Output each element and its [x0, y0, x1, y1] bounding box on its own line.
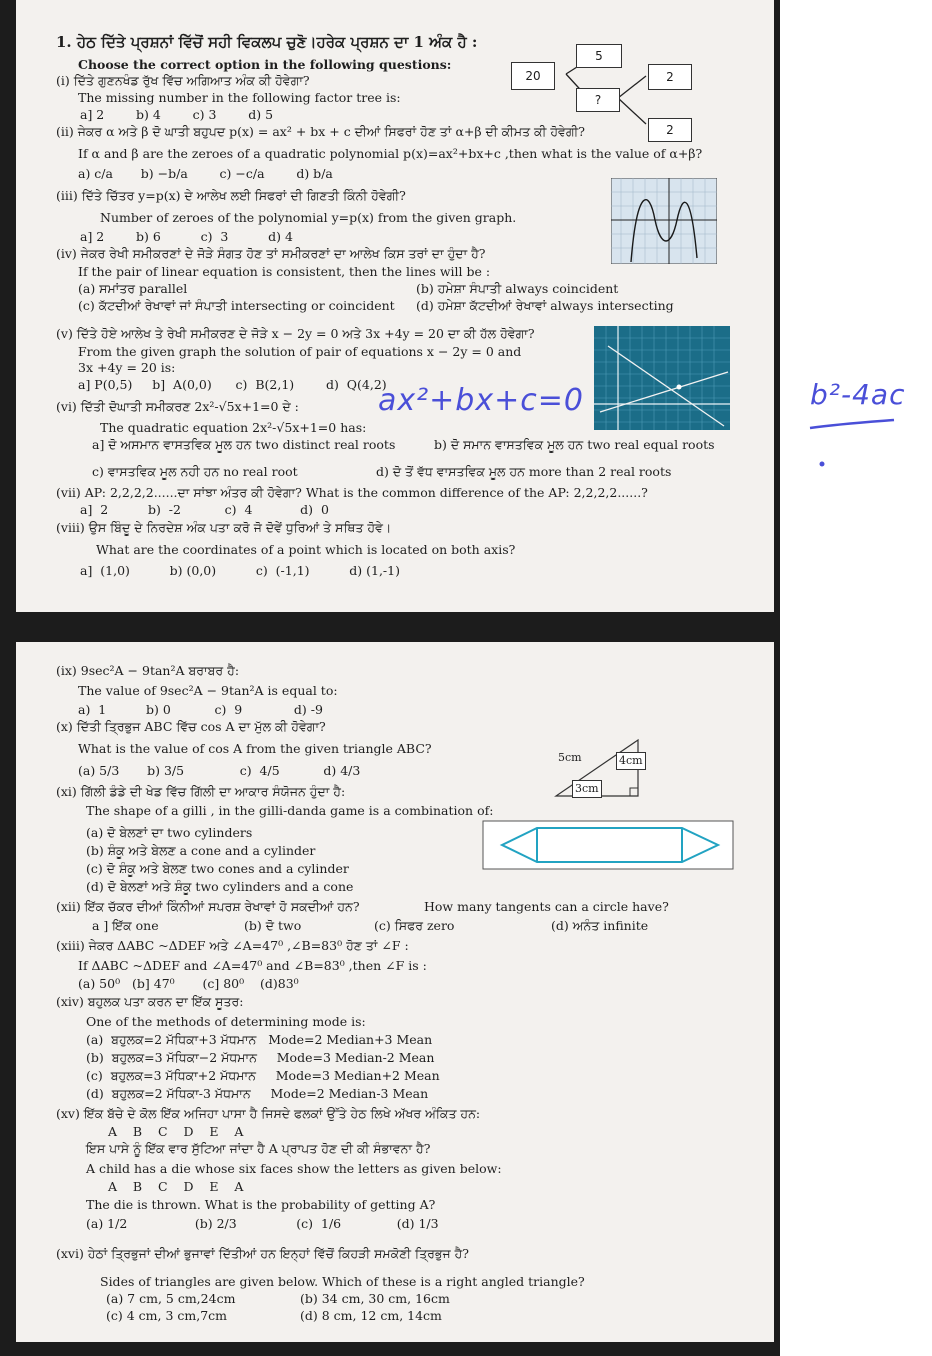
factor-tree-missing: ? — [576, 88, 620, 112]
q5-english-2: 3x +4y = 20 is: — [78, 360, 176, 375]
factor-tree-bottom: 2 — [648, 118, 692, 142]
handwritten-discriminant-note: b²-4ac — [810, 378, 906, 411]
q3-options: a] 2 b) 6 c) 3 d) 4 — [80, 229, 293, 244]
q9-options: a) 1 b) 0 c) 9 d) -9 — [78, 702, 323, 717]
q10-options: (a) 5/3 b) 3/5 c) 4/5 d) 4/3 — [78, 763, 361, 778]
q14-option-b: (b) ਬਹੁਲਕ=3 ਮੱਧਿਕਾ−2 ਮੱਧਮਾਨ Mode=3 Median-2 Mean — [86, 1050, 435, 1065]
q6-english: The quadratic equation 2x²-√5x+1=0 has: — [100, 420, 367, 435]
q11-english: The shape of a gilli , in the gilli-danda game is a combination of: — [86, 803, 494, 818]
q15-english: A child has a die whose six faces show the letters as given below: — [86, 1161, 502, 1176]
q1-punjabi: (i) ਦਿੱਤੇ ਗੁਣਨਖੰਡ ਰੁੱਖ ਵਿੱਚ ਅਗਿਆਤ ਅੰਕ ਕੀ ਹੋਵੇਗਾ? — [56, 73, 310, 88]
q11-option-a: (a) ਦੋ ਬੇਲਣਾਂ ਦਾ two cylinders — [86, 825, 253, 840]
q2-options: a) c/a b) −b/a c) −c/a d) b/a — [78, 166, 333, 181]
linear-equations-graph — [594, 326, 730, 430]
handwritten-underline — [808, 416, 898, 476]
q9-punjabi: (ix) 9sec²A − 9tan²A ਬਰਾਬਰ ਹੈ: — [56, 663, 240, 678]
handwritten-quadratic-note: ax²+bx+c=0 — [378, 383, 584, 418]
question-header-en: Choose the correct option in the following questions: — [78, 57, 452, 72]
q5-options: a] P(0,5) b] A(0,0) c) B(2,1) d) Q(4,2) — [78, 377, 387, 392]
q11-option-d: (d) ਦੋ ਬੇਲਣਾਂ ਅਤੇ ਸ਼ੰਕੂ two cylinders and a cone — [86, 879, 354, 894]
q12-english: How many tangents can a circle have? — [424, 899, 669, 914]
q4-option-c: (c) ਕੱਟਦੀਆਂ ਰੇਖਾਵਾਂ ਜਾਂ ਸੰਪਾਤੀ intersecting or coincident — [78, 298, 395, 313]
q11-option-c: (c) ਦੋ ਸ਼ੰਕੂ ਅਤੇ ਬੇਲਣ two cones and a cylinder — [86, 861, 349, 876]
q4-option-b: (b) ਹਮੇਸ਼ਾ ਸੰਪਾਤੀ always coincident — [416, 281, 619, 296]
q9-english: The value of 9sec²A − 9tan²A is equal to: — [78, 683, 338, 698]
q16-option-d: (d) 8 cm, 12 cm, 14cm — [300, 1308, 442, 1323]
triangle-hypotenuse-label: 5cm — [558, 751, 582, 764]
q12-option-b: (b) ਦੋ two — [244, 918, 302, 933]
worksheet-page-1 — [16, 0, 774, 612]
q16-option-c: (c) 4 cm, 3 cm,7cm — [106, 1308, 228, 1323]
q6-punjabi: (vi) ਦਿੱਤੀ ਦੋਘਾਤੀ ਸਮੀਕਰਣ 2x²-√5x+1=0 ਦੇ : — [56, 399, 299, 414]
q15-options: (a) 1/2 (b) 2/3 (c) 1/6 (d) 1/3 — [86, 1216, 439, 1231]
q4-option-a: (a) ਸਮਾਂਤਰ parallel — [78, 281, 188, 296]
q16-english: Sides of triangles are given below. Which of these is a right angled triangle? — [100, 1274, 585, 1289]
q7-options: a] 2 b) -2 c) 4 d) 0 — [80, 502, 329, 517]
q12-punjabi: (xii) ਇੱਕ ਚੱਕਰ ਦੀਆਂ ਕਿੰਨੀਆਂ ਸਪਰਸ਼ ਰੇਖਾਵਾਂ ਹੋ ਸਕਦੀਆਂ ਹਨ? — [56, 899, 360, 914]
factor-tree-top: 5 — [576, 44, 622, 68]
q6-option-d: d) ਦੋ ਤੋਂ ਵੱਧ ਵਾਸਤਵਿਕ ਮੂਲ ਹਨ more than 2 real roots — [376, 464, 672, 479]
q8-punjabi: (viii) ਉਸ ਬਿੰਦੂ ਦੇ ਨਿਰਦੇਸ਼ ਅੰਕ ਪਤਾ ਕਰੋ ਜੋ ਦੋਵੇਂ ਧੁਰਿਆਂ ਤੇ ਸਥਿਤ ਹੋਵੇ। — [56, 520, 392, 535]
q16-option-b: (b) 34 cm, 30 cm, 16cm — [300, 1291, 450, 1306]
q14-english: One of the methods of determining mode is: — [86, 1014, 366, 1029]
triangle-base-label: 3cm — [572, 780, 602, 798]
q13-options: (a) 50⁰ (b] 47⁰ (c] 80⁰ (d)83⁰ — [78, 976, 299, 991]
question-header: 1. ਹੇਠ ਦਿੱਤੇ ਪ੍ਰਸ਼ਨਾਂ ਵਿੱਚੋਂ ਸਹੀ ਵਿਕਲਪ ਚੁਣੋ।ਹਰੇਕ ਪ੍ਰਸ਼ਨ ਦਾ 1 ਅੰਕ ਹੈ : — [56, 33, 478, 51]
q10-english: What is the value of cos A from the given triangle ABC? — [78, 741, 432, 756]
polynomial-graph — [611, 178, 717, 264]
q3-punjabi: (iii) ਦਿੱਤੇ ਚਿੱਤਰ y=p(x) ਦੇ ਆਲੇਖ ਲਈ ਸਿਫਰਾਂ ਦੀ ਗਿਣਤੀ ਕਿੰਨੀ ਹੋਵੇਗੀ? — [56, 188, 406, 203]
worksheet-page-2 — [16, 642, 774, 1342]
q12-option-d: (d) ਅਨੰਤ infinite — [551, 918, 649, 933]
q5-english: From the given graph the solution of pair of equations x − 2y = 0 and — [78, 344, 522, 359]
q4-english: If the pair of linear equation is consistent, then the lines will be : — [78, 264, 491, 279]
q14-option-a: (a) ਬਹੁਲਕ=2 ਮੱਧਿਕਾ+3 ਮੱਧਮਾਨ Mode=2 Median+3 Mean — [86, 1032, 433, 1047]
q11-punjabi: (xi) ਗਿੱਲੀ ਡੰਡੇ ਦੀ ਖੇਡ ਵਿੱਚ ਗਿੱਲੀ ਦਾ ਆਕਾਰ ਸੰਯੋਜਨ ਹੁੰਦਾ ਹੈ: — [56, 784, 346, 799]
q14-option-c: (c) ਬਹੁਲਕ=3 ਮੱਧਿਕਾ+2 ਮੱਧਮਾਨ Mode=3 Median+2 Mean — [86, 1068, 440, 1083]
q14-punjabi: (xiv) ਬਹੁਲਕ ਪਤਾ ਕਰਨ ਦਾ ਇੱਕ ਸੂਤਰ: — [56, 994, 244, 1009]
factor-tree-root: 20 — [511, 62, 555, 90]
triangle-height-label: 4cm — [616, 752, 646, 770]
q4-punjabi: (iv) ਜੇਕਰ ਰੇਖੀ ਸਮੀਕਰਣਾਂ ਦੇ ਜੋੜੇ ਸੰਗਤ ਹੋਣ ਤਾਂ ਸਮੀਕਰਣਾਂ ਦਾ ਆਲੇਖ ਕਿਸ ਤਰਾਂ ਦਾ ਹੁੰਦਾ ਹੈ? — [56, 246, 486, 261]
q2-english: If α and β are the zeroes of a quadratic polynomial p(x)=ax²+bx+c ,then what is the value of α+β? — [78, 146, 703, 161]
q11-option-b: (b) ਸ਼ੰਕੂ ਅਤੇ ਬੇਲਣ a cone and a cylinder — [86, 843, 316, 858]
gilli-shape-diagram — [482, 820, 734, 870]
q6-option-a: a] ਦੋ ਅਸਮਾਨ ਵਾਸਤਵਿਕ ਮੂਲ ਹਨ two distinct real roots — [92, 437, 396, 452]
q4-option-d: (d) ਹਮੇਸ਼ਾ ਕੱਟਦੀਆਂ ਰੇਖਾਵਾਂ always intersecting — [416, 298, 674, 313]
q13-punjabi: (xiii) ਜੇਕਰ ΔABC ~ΔDEF ਅਤੇ ∠A=47⁰ ,∠B=83⁰ ਹੋਣ ਤਾਂ ∠F : — [56, 938, 409, 953]
q15-letters: A B C D E A — [108, 1124, 244, 1139]
q8-english: What are the coordinates of a point which is located on both axis? — [96, 542, 516, 557]
q16-option-a: (a) 7 cm, 5 cm,24cm — [106, 1291, 236, 1306]
q15-punjabi: (xv) ਇੱਕ ਬੱਚੇ ਦੇ ਕੋਲ ਇੱਕ ਅਜਿਹਾ ਪਾਸਾ ਹੈ ਜਿਸਦੇ ਫਲਕਾਂ ਉੱਤੇ ਹੇਠ ਲਿਖੇ ਅੱਖਰ ਅੰਕਿਤ ਹਨ: — [56, 1106, 481, 1121]
q2-punjabi: (ii) ਜੇਕਰ α ਅਤੇ β ਦੋ ਘਾਤੀ ਬਹੁਪਦ p(x) = ax² + bx + c ਦੀਆਂ ਸਿਫਰਾਂ ਹੋਣ ਤਾਂ α+β ਦੀ ਕੀਮਤ ਕੀ ਹੋਵੇਗੀ? — [56, 124, 585, 139]
q1-english: The missing number in the following factor tree is: — [78, 90, 401, 105]
q1-options: a] 2 b) 4 c) 3 d) 5 — [80, 107, 274, 122]
q5-punjabi: (v) ਦਿੱਤੇ ਹੋਏ ਆਲੇਖ ਤੇ ਰੇਖੀ ਸਮੀਕਰਣ ਦੇ ਜੋੜੇ x − 2y = 0 ਅਤੇ 3x +4y = 20 ਦਾ ਕੀ ਹੱਲ ਹੋਵੇਗਾ? — [56, 326, 535, 341]
side-whiteboard — [780, 0, 932, 1356]
q10-punjabi: (x) ਦਿੱਤੀ ਤ੍ਰਿਭੁਜ ABC ਵਿੱਚ cos A ਦਾ ਮੁੱਲ ਕੀ ਹੋਵੇਗਾ? — [56, 719, 326, 734]
q13-english: If ΔABC ~ΔDEF and ∠A=47⁰ and ∠B=83⁰ ,then ∠F is : — [78, 958, 427, 973]
factor-tree-right: 2 — [648, 64, 692, 90]
q6-option-b: b) ਦੋ ਸਮਾਨ ਵਾਸਤਵਿਕ ਮੂਲ ਹਨ two real equal roots — [434, 437, 715, 452]
q15-letters-2: A B C D E A — [108, 1179, 244, 1194]
q14-option-d: (d) ਬਹੁਲਕ=2 ਮੱਧਿਕਾ-3 ਮੱਧਮਾਨ Mode=2 Median-3 Mean — [86, 1086, 429, 1101]
q12-option-c: (c) ਸਿਫਰ zero — [374, 918, 455, 933]
q16-punjabi: (xvi) ਹੇਠਾਂ ਤ੍ਰਿਭੁਜਾਂ ਦੀਆਂ ਭੁਜਾਵਾਂ ਦਿੱਤੀਆਂ ਹਨ ਇਨ੍ਹਾਂ ਵਿੱਚੋਂ ਕਿਹੜੀ ਸਮਕੋਣੀ ਤ੍ਰਿਭੁਜ ਹੈ? — [56, 1246, 469, 1261]
q3-english: Number of zeroes of the polynomial y=p(x) from the given graph. — [100, 210, 517, 225]
q15-punjabi-2: ਇਸ ਪਾਸੇ ਨੂੰ ਇੱਕ ਵਾਰ ਸੁੱਟਿਆ ਜਾਂਦਾ ਹੈ A ਪ੍ਰਾਪਤ ਹੋਣ ਦੀ ਕੀ ਸੰਭਾਵਨਾ ਹੈ? — [86, 1141, 431, 1156]
q12-option-a: a ] ਇੱਕ one — [92, 918, 159, 933]
q6-option-c: c) ਵਾਸਤਵਿਕ ਮੂਲ ਨਹੀ ਹਨ no real root — [92, 464, 298, 479]
q7-question: (vii) AP: 2,2,2,2......ਦਾ ਸਾਂਝਾ ਅੰਤਰ ਕੀ ਹੋਵੇਗਾ? What is the common difference of the AP: 2,2,2,2......? — [56, 485, 648, 500]
q8-options: a] (1,0) b) (0,0) c) (-1,1) d) (1,-1) — [80, 563, 400, 578]
q15-english-2: The die is thrown. What is the probability of getting A? — [86, 1197, 436, 1212]
